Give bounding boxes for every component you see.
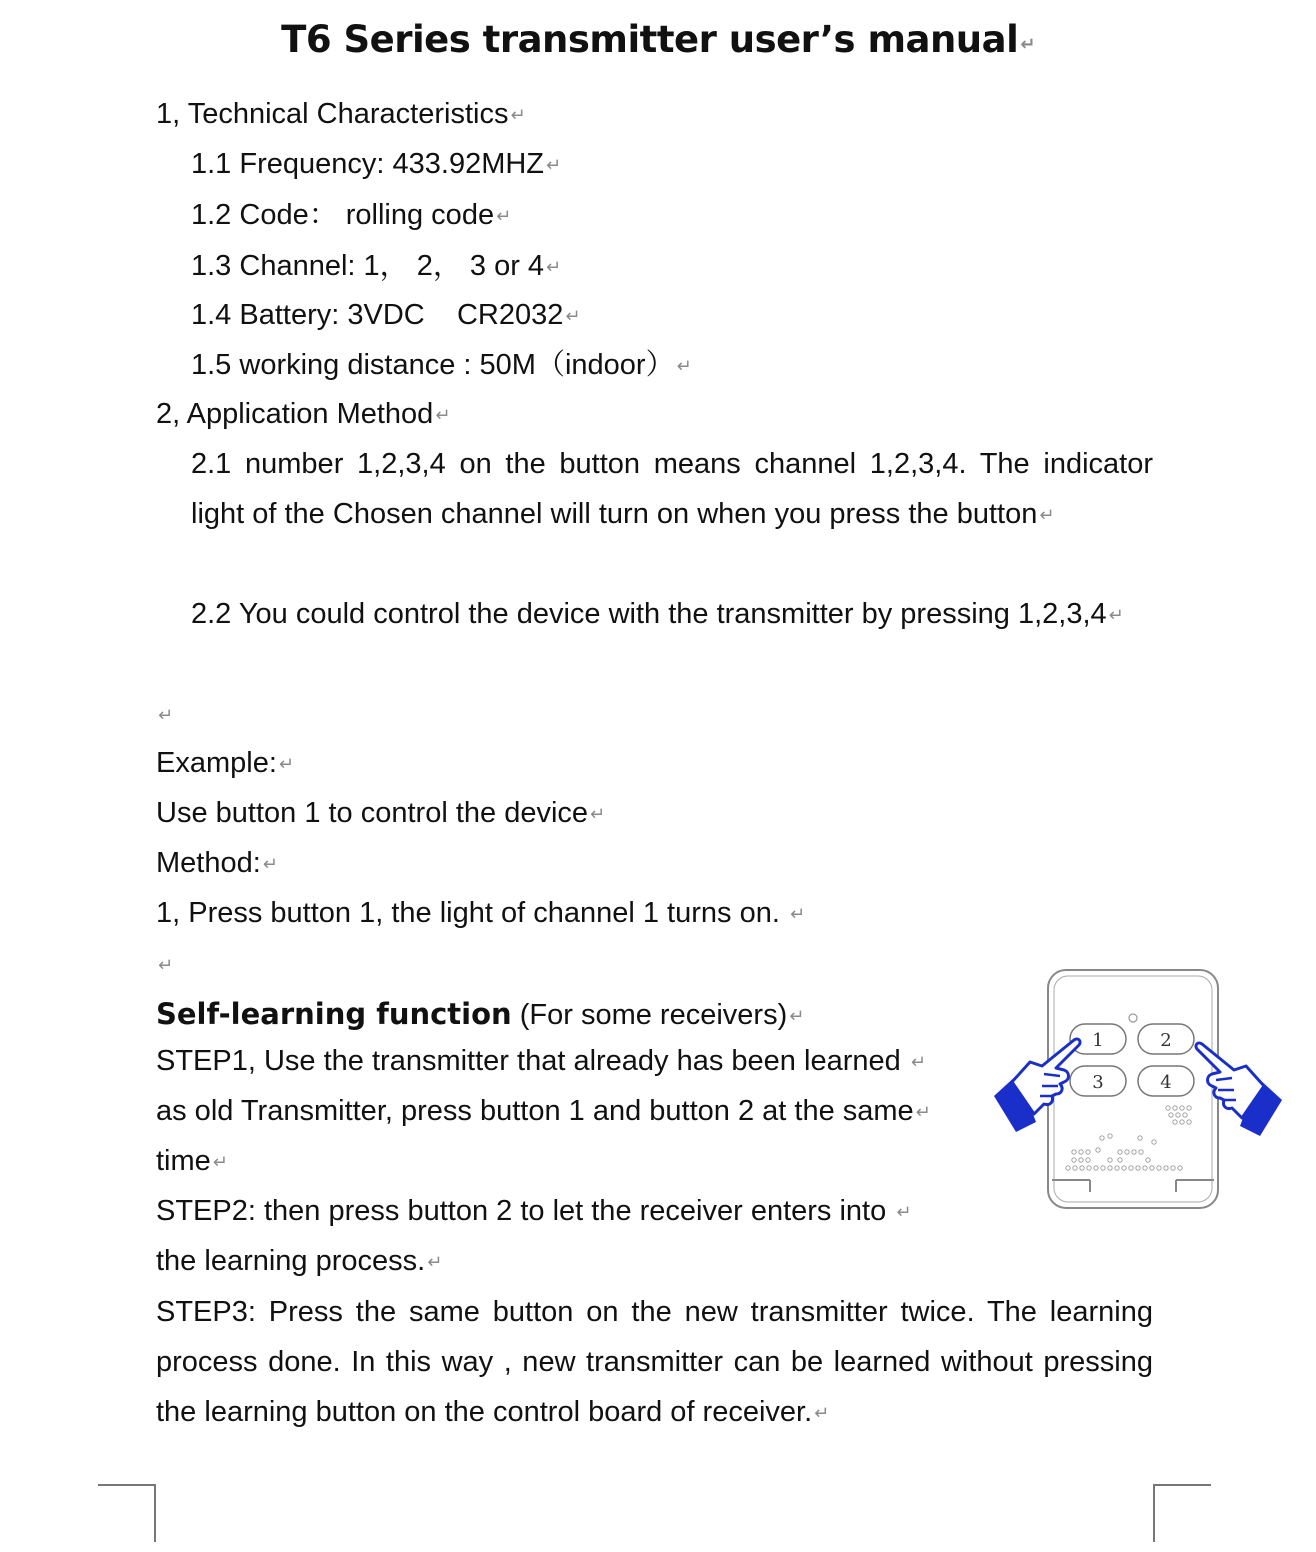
section2-heading: 2, Application Method ↵ (156, 398, 451, 430)
paragraph-2-2: 2.2 You could control the device with the transmitter by pressing 1,2,3,4 ↵ (191, 598, 1124, 630)
method-label: Method: ↵ (156, 847, 278, 879)
spec-channel: 1.3 Channel: 1， 2， 3 or 4 ↵ (191, 250, 562, 282)
page-title: T6 Series transmitter user’s manual ↵ (281, 18, 1035, 61)
example-label: Example: ↵ (156, 747, 294, 779)
remote-button-3 (1070, 1066, 1126, 1096)
step1-line3: time ↵ (156, 1145, 228, 1177)
empty-line: ↵ (158, 955, 174, 975)
paragraph-2-1: 2.1 number 1,2,3,4 on the button means channel 1,2,3,4. The indicator light of the Chosen channel will turn on when you press the button ↵ (191, 448, 1153, 530)
step3-paragraph: STEP3: Press the same button on the new transmitter twice. The learning process done. In this way , new transmitter can be learned without pressing the learning button on the control board of receiver. ↵ (156, 1296, 1153, 1428)
remote-button-4 (1138, 1066, 1194, 1096)
spec-frequency: 1.1 Frequency: 433.92MHZ ↵ (191, 148, 562, 180)
example-description: Use button 1 to control the device ↵ (156, 797, 606, 829)
self-learning-heading: Self-learning function (For some receivers) ↵ (156, 997, 805, 1031)
remote-button-2 (1138, 1024, 1194, 1054)
spec-distance: 1.5 working distance : 50M（indoor） ↵ (191, 349, 692, 381)
remote-control-icon (990, 966, 1286, 1216)
method-step: 1, Press button 1, the light of channel 1 turns on. ↵ (156, 897, 806, 929)
remote-button-3-label: 3 (1092, 1072, 1104, 1093)
spec-battery: 1.4 Battery: 3VDC CR2032 ↵ (191, 299, 581, 331)
empty-line: ↵ (158, 705, 174, 725)
spec-code: 1.2 Code： rolling code ↵ (191, 199, 512, 231)
remote-button-1-label: 1 (1092, 1030, 1104, 1051)
step1-line2: as old Transmitter, press button 1 and button 2 at the same ↵ (156, 1095, 931, 1127)
step2-line1: STEP2: then press button 2 to let the receiver enters into ↵ (156, 1195, 912, 1227)
section1-heading: 1, Technical Characteristics ↵ (156, 98, 526, 130)
crop-mark-left (98, 1484, 156, 1542)
crop-mark-right (1153, 1484, 1211, 1542)
step1-line1: STEP1, Use the transmitter that already has been learned ↵ (156, 1045, 926, 1077)
remote-button-2-label: 2 (1160, 1030, 1172, 1051)
step2-line2: the learning process. ↵ (156, 1245, 443, 1277)
remote-button-4-label: 4 (1160, 1072, 1172, 1093)
